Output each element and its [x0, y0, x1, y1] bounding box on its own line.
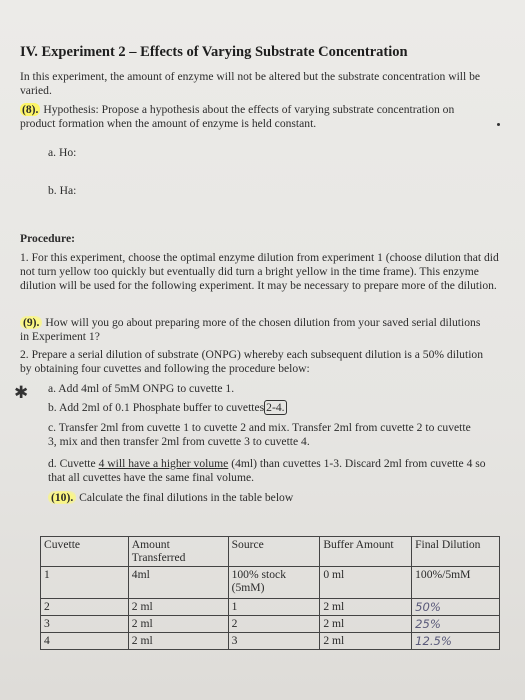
procedure-step-b: [48, 401, 498, 415]
procedure-step-1: 1. For this experiment, choose the optimal enzyme dilution from experiment 1 (choose dilution that did not turn yellow too quickly but eventually did turn a bright yellow in the time frame). This enzyme dilution will be used for the following experiment. It may be necessary to prepare more of the dilution.: [20, 251, 499, 292]
table-row: [41, 567, 500, 599]
question-8-text: Hypothesis: Propose a hypothesis about the effects of varying substrate concentration on product formation when the amount of enzyme is held constant.: [20, 103, 455, 130]
pen-dot: [497, 123, 500, 126]
cell-source: 1: [228, 599, 320, 616]
cell-final-dilution-handwritten: 50%: [412, 599, 500, 616]
table-row: [41, 599, 500, 616]
table-header-row: [41, 537, 500, 567]
cell-source: 100% stock (5mM): [228, 567, 320, 599]
header-buffer-amount: Buffer Amount: [320, 537, 412, 567]
question-10: [48, 491, 488, 505]
cell-amount: 2 ml: [128, 633, 228, 650]
header-final-dilution: Final Dilution: [412, 537, 500, 567]
cell-final-dilution-handwritten: 12.5%: [412, 633, 500, 650]
question-9-text: How will you go about preparing more of the chosen dilution from your saved serial dilutions in Experiment 1?: [20, 316, 481, 343]
cell-amount: 4ml: [128, 567, 228, 599]
table-row: [41, 633, 500, 650]
table-row: [41, 616, 500, 633]
procedure-step-d-start: d. Cuvette: [48, 457, 99, 470]
question-9: [20, 316, 490, 344]
hypothesis-null-label: a. Ho:: [48, 146, 77, 159]
procedure-step-b-text: b. Add 2ml of 0.1 Phosphate buffer to cuvettes: [48, 401, 265, 414]
procedure-step-2: 2. Prepare a serial dilution of substrate (ONPG) whereby each subsequent dilution is a 50% dilution by obtaining four cuvettes and following the procedure below:: [20, 348, 484, 375]
cell-final-dilution-handwritten: 25%: [412, 616, 500, 633]
cell-final-dilution: 100%/5mM: [412, 567, 500, 599]
procedure-step-d: [48, 457, 488, 485]
question-8: [20, 103, 490, 131]
cell-cuvette: 4: [41, 633, 129, 650]
section-title: IV. Experiment 2 – Effects of Varying Substrate Concentration: [20, 44, 408, 60]
handwritten-star-icon: ✱: [14, 383, 29, 403]
header-amount-transferred: Amount Transferred: [128, 537, 228, 567]
cell-amount: 2 ml: [128, 599, 228, 616]
header-cuvette: Cuvette: [41, 537, 129, 567]
procedure-step-d-underlined: 4 will have a higher volume: [98, 457, 229, 470]
hypothesis-alt-label: b. Ha:: [48, 184, 77, 197]
cell-buffer: 2 ml: [320, 616, 412, 633]
cell-buffer: 0 ml: [320, 567, 412, 599]
procedure-step-c: c. Transfer 2ml from cuvette 1 to cuvette 2 and mix. Transfer 2ml from cuvette 2 to cuvette 3, mix and then transfer 2ml from cuvette 3 to cuvette 4.: [48, 421, 471, 448]
question-8-number: (8).: [22, 103, 39, 116]
question-10-text: Calculate the final dilutions in the table below: [76, 491, 294, 504]
dilution-table: [40, 536, 500, 650]
cell-cuvette: 3: [41, 616, 129, 633]
procedure-step-d-end: (4ml) than cuvettes 1-3. Discard 2ml from cuvette 4 so that all cuvettes have the same final volume.: [48, 457, 486, 484]
question-9-number: (9).: [20, 316, 42, 329]
cell-cuvette: 1: [41, 567, 129, 599]
procedure-step-a: a. Add 4ml of 5mM ONPG to cuvette 1.: [48, 382, 235, 395]
procedure-heading: Procedure:: [20, 232, 75, 245]
cell-source: 3: [228, 633, 320, 650]
circled-cuvette-range: 2-4.: [266, 401, 285, 414]
intro-paragraph: In this experiment, the amount of enzyme will not be altered but the substrate concentration will be varied.: [20, 70, 481, 97]
cell-cuvette: 2: [41, 599, 129, 616]
cell-buffer: 2 ml: [320, 599, 412, 616]
cell-source: 2: [228, 616, 320, 633]
cell-buffer: 2 ml: [320, 633, 412, 650]
cell-amount: 2 ml: [128, 616, 228, 633]
header-source: Source: [228, 537, 320, 567]
question-10-number: (10).: [48, 491, 76, 504]
